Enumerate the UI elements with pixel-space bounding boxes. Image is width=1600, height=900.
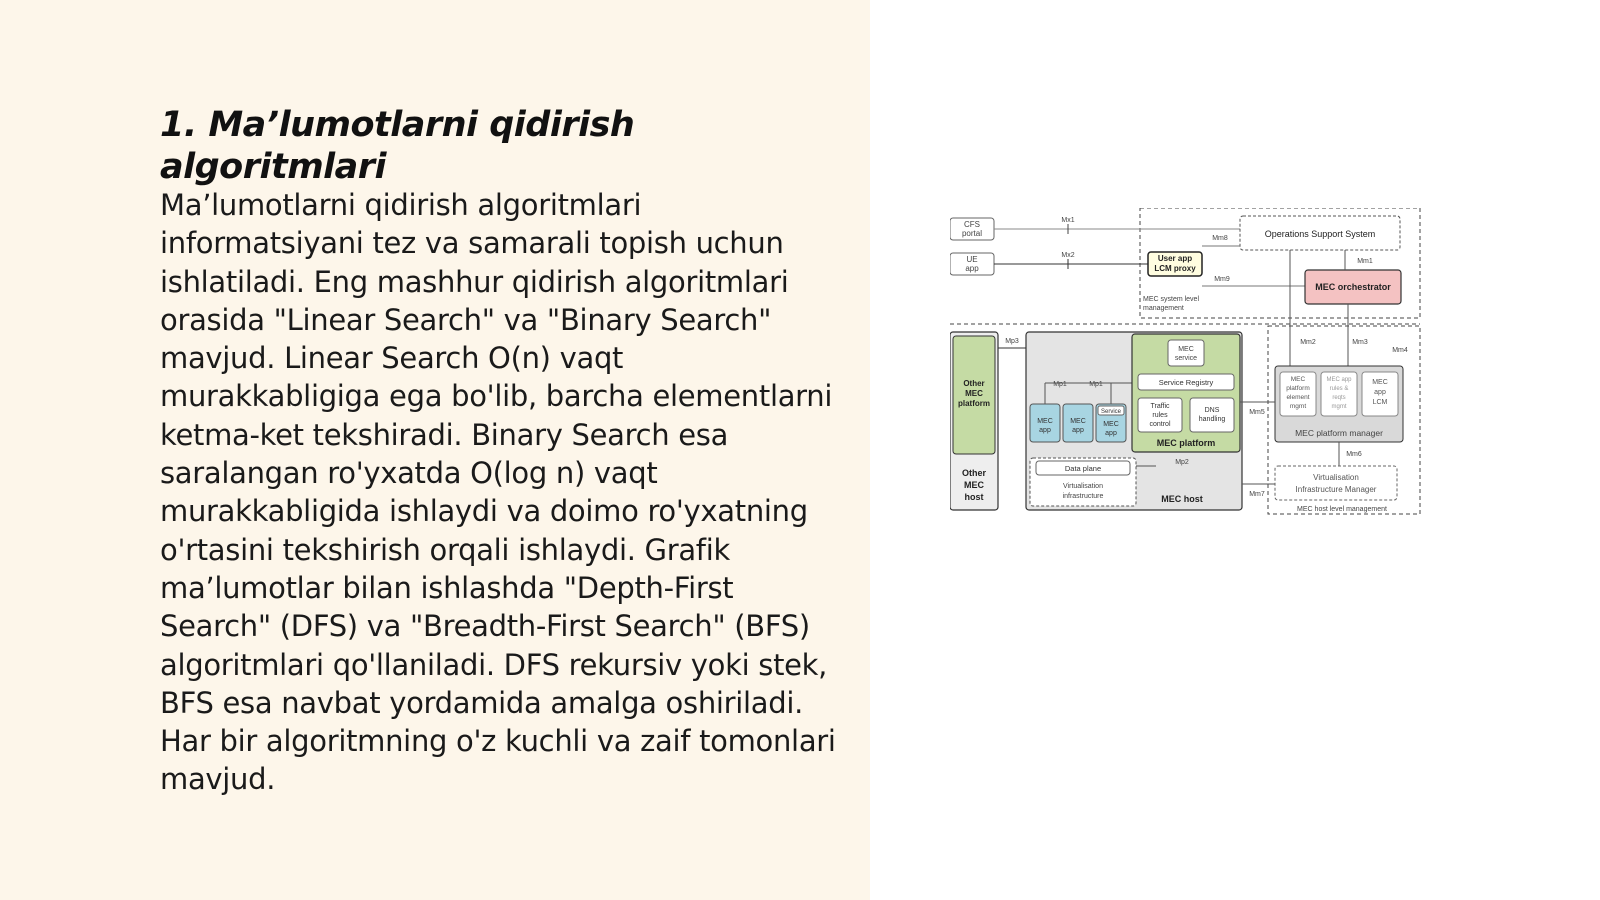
mm1-label: Mm1: [1357, 258, 1373, 265]
mm6-label: Mm6: [1346, 451, 1362, 458]
platform-element-label-4: mgmt: [1289, 403, 1307, 410]
app-rules-label-1: MEC app: [1326, 377, 1352, 383]
platform-manager-label: MEC platform manager: [1295, 428, 1383, 438]
virt-infra-label-1: Virtualisation: [1063, 483, 1103, 490]
app-lcm-label-1: MEC: [1372, 379, 1388, 386]
service-registry-label: Service Registry: [1158, 378, 1214, 387]
app-rules-label-2: rules &: [1329, 386, 1349, 392]
mec-service-label-2: service: [1174, 355, 1198, 362]
app-lcm-label-2: app: [1374, 389, 1386, 396]
ue-app-label-1: UE: [966, 255, 978, 264]
dns-handling-box: [1190, 398, 1234, 432]
service-mini-label: Service: [1100, 409, 1122, 415]
mm5-label: Mm5: [1249, 409, 1265, 416]
mm9-label: Mm9: [1214, 276, 1230, 283]
mec-platform-label: MEC platform: [1156, 438, 1216, 448]
mm2-label: Mm2: [1300, 339, 1316, 346]
other-platform-label-3: platform: [958, 399, 990, 408]
cfs-portal-label-2: portal: [961, 229, 983, 238]
traffic-rules-label-3: control: [1149, 421, 1171, 428]
mec-app-2-label-2: app: [1072, 427, 1084, 434]
app-rules-label-4: mgmt: [1331, 404, 1347, 410]
vim-box: [1275, 466, 1397, 500]
mm3-label: Mm3: [1352, 339, 1368, 346]
oss-label: Operations Support System: [1264, 229, 1376, 239]
mec-service-box: [1168, 340, 1204, 366]
user-app-lcm-label-2: LCM proxy: [1154, 264, 1196, 273]
platform-element-label-3: element: [1286, 394, 1310, 401]
app-rules-label-3: reqts: [1332, 395, 1346, 401]
other-platform-label-1: Other: [963, 379, 985, 388]
mec-app-1-label-1: MEC: [1037, 418, 1053, 425]
mm7-label: Mm7: [1249, 491, 1265, 498]
mp3-label: Mp3: [1005, 338, 1019, 345]
mec-app-1-label-2: app: [1039, 427, 1051, 434]
app-lcm-label-3: LCM: [1372, 399, 1388, 406]
mec-host-label: MEC host: [1161, 494, 1203, 504]
mm8-label: Mm8: [1212, 235, 1228, 242]
mm4-label: Mm4: [1392, 347, 1408, 354]
other-host-label-1: Other: [961, 468, 987, 478]
mec-app-2-label-1: MEC: [1070, 418, 1086, 425]
host-level-label: MEC host level management: [1297, 506, 1387, 513]
vim-label-2: Infrastructure Manager: [1295, 485, 1377, 494]
traffic-rules-label-1: Traffic: [1150, 403, 1170, 410]
slide-body-text: Ma’lumotlarni qidirish algoritmlari informatsiyani tez va samarali topish uchun ishlatiladi. Eng mashhur qidirish algoritmlari orasida "Linear Search" va "Binary Search" mavjud. Linear Search O(n) vaqt murakkabligiga ega bo'lib, barcha elementlarni ketma-ket tekshiradi. Binary Search esa saralangan ro'yxatda O(log n) vaqt murakkabligida ishlaydi va doimo ro'yxatning o'rtasini tekshirish orqali ishlaydi. Grafik ma’lumotlar bilan ishlashda "Depth-First Search" (DFS) va "Breadth-First Search" (BFS) algoritmlari qo'llaniladi. DFS rekursiv yoki stek, BFS esa navbat yordamida amalga oshiriladi. Har bir algoritmning o'z kuchli va zaif tomonlari mavjud.: [160, 188, 836, 797]
mx1-label: Mx1: [1061, 217, 1075, 224]
system-level-label-1: MEC system level: [1143, 296, 1200, 303]
other-host-label-3: host: [964, 492, 984, 502]
other-platform-label-2: MEC: [965, 389, 983, 398]
traffic-rules-label-2: rules: [1152, 412, 1168, 419]
mec-orchestrator-label: MEC orchestrator: [1315, 282, 1391, 292]
dns-handling-label-2: handling: [1198, 416, 1226, 423]
cfs-portal-label-1: CFS: [964, 220, 980, 229]
mx2-label: Mx2: [1061, 252, 1075, 259]
mp1-label-a: Mp1: [1053, 381, 1067, 388]
ue-app-label-2: app: [965, 264, 979, 273]
mp1-label-b: Mp1: [1089, 381, 1103, 388]
mec-architecture-diagram: [950, 208, 1440, 528]
dns-handling-label-1: DNS: [1204, 407, 1220, 414]
other-host-label-2: MEC: [964, 480, 984, 490]
platform-element-label-1: MEC: [1290, 376, 1306, 383]
platform-element-label-2: platform: [1286, 385, 1310, 392]
data-plane-label: Data plane: [1064, 464, 1102, 473]
mec-service-label-1: MEC: [1178, 346, 1194, 353]
mec-app-3-label-1: MEC: [1103, 421, 1119, 428]
user-app-lcm-label-1: User app: [1157, 254, 1193, 263]
slide-title: 1. Ma’lumotlarni qidirish algoritmlari: [160, 105, 635, 187]
virt-infra-label-2: infrastructure: [1062, 493, 1104, 500]
system-level-label-2: management: [1143, 305, 1184, 312]
mec-app-3-label-2: app: [1105, 430, 1117, 437]
vim-label-1: Virtualisation: [1313, 473, 1359, 482]
mp2-label: Mp2: [1175, 459, 1189, 466]
